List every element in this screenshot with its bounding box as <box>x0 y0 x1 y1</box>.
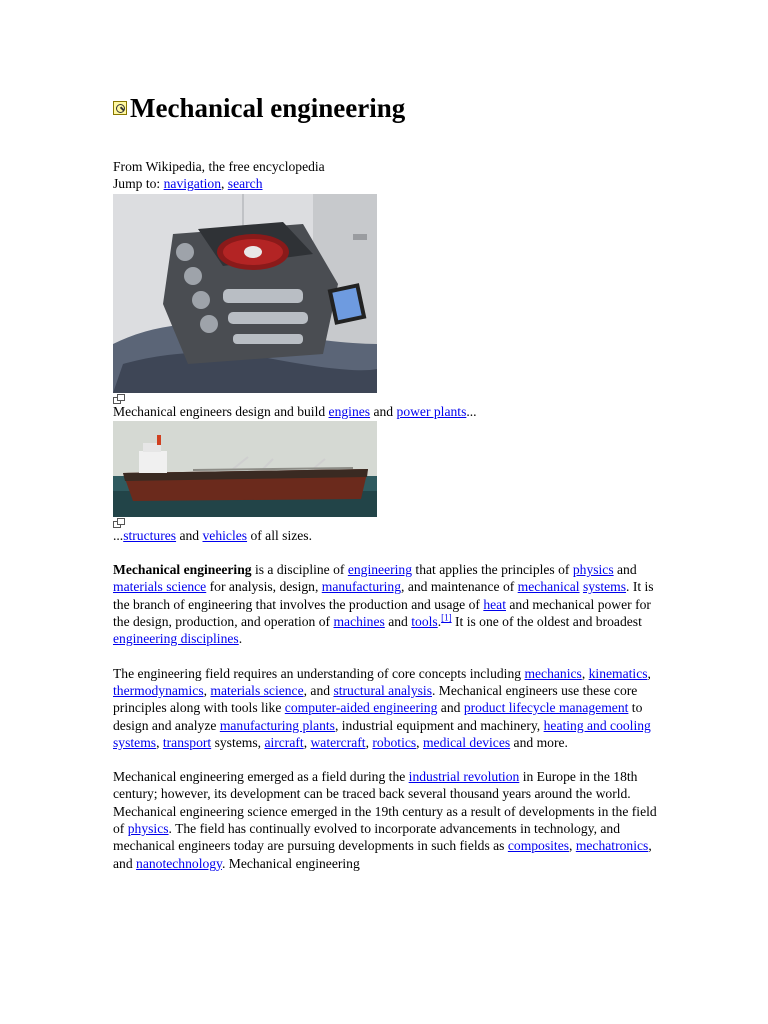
mechatronics-link[interactable]: mechatronics <box>575 838 649 854</box>
wikipedia-page-icon <box>113 101 127 115</box>
aircraft-link[interactable]: aircraft <box>264 734 304 750</box>
materials-science-link[interactable]: materials science <box>113 579 207 595</box>
nanotechnology-link[interactable]: nanotechnology <box>136 855 222 871</box>
reference-link[interactable]: [1] <box>441 612 452 623</box>
ship-caption: ...structures and vehicles of all sizes. <box>113 527 312 543</box>
watercraft-link[interactable]: watercraft <box>310 734 366 750</box>
robotics-link[interactable]: robotics <box>372 734 417 750</box>
vehicles-link[interactable]: vehicles <box>202 527 248 543</box>
navigation-link[interactable]: navigation <box>163 176 221 192</box>
physics-link[interactable]: physics <box>127 821 169 837</box>
paragraph-intro: Mechanical engineering is a discipline of engineering that applies the principles of physics and materials science for analysis, design, manufacturing, and maintenance of mechanical systems. It is the branch of engineering that involves the production and usage of heat and mechanical power for the design, production, and operation of machines and tools.[1] It is one of the oldest and broadest engineering disciplines. <box>113 562 654 647</box>
mechanics-link[interactable]: mechanics <box>524 665 582 681</box>
engine-illustration <box>113 194 377 393</box>
transport-link[interactable]: transport <box>162 734 212 750</box>
thermodynamics-link[interactable]: thermodynamics <box>113 682 204 698</box>
physics-link[interactable]: physics <box>572 562 614 578</box>
tagline: From Wikipedia, the free encyclopedia <box>113 159 325 174</box>
mechanical-link[interactable]: mechanical <box>517 579 580 595</box>
materials-science-link[interactable]: materials science <box>210 682 304 698</box>
ship-image[interactable] <box>113 421 377 517</box>
paragraph-history: Mechanical engineering emerged as a field during the industrial revolution in Europe in the 18th century; however, its development can be traced back several thousand years around the world. Mechanical engineering science emerged in the 19th century as a result of developments in the field of physics. The field has continually evolved to incorporate advancements in technology, and mechanical engineers today are pursuing developments in such fields as composites, mechatronics, and nanotechnology. Mechanical engineering <box>113 769 657 871</box>
ship-illustration <box>113 421 377 517</box>
product-lifecycle-management-link[interactable]: product lifecycle management <box>463 700 629 716</box>
heating-and-cooling-systems-link[interactable]: heating and cooling systems <box>113 717 651 750</box>
engine-image[interactable] <box>113 194 377 393</box>
paragraph-concepts: The engineering field requires an understanding of core concepts including mechanics, kinematics, thermodynamics, materials science, and structural analysis. Mechanical engineers use these core principles along with tools like computer-aided engineering and product lifecycle management to design and analyze manufacturing plants, industrial equipment and machinery, heating and cooling systems, transport systems, aircraft, watercraft, robotics, medical devices and more. <box>113 665 651 750</box>
manufacturing-link[interactable]: manufacturing <box>321 579 402 595</box>
tools-link[interactable]: tools <box>411 614 438 630</box>
jump-links: Jump to: navigation, search <box>113 176 263 192</box>
jump-label: Jump to: <box>113 176 164 192</box>
engine-caption: Mechanical engineers design and build engines and power plants... <box>113 403 477 419</box>
engines-link[interactable]: engines <box>328 403 371 419</box>
kinematics-link[interactable]: kinematics <box>588 665 648 681</box>
medical-devices-link[interactable]: medical devices <box>422 734 511 750</box>
manufacturing-plants-link[interactable]: manufacturing plants <box>219 717 335 733</box>
magnify-icon[interactable] <box>113 394 124 403</box>
article <box>113 88 658 889</box>
industrial-revolution-link[interactable]: industrial revolution <box>408 769 520 785</box>
computer-aided-engineering-link[interactable]: computer-aided engineering <box>284 700 438 716</box>
machines-link[interactable]: machines <box>333 614 385 630</box>
structural-analysis-link[interactable]: structural analysis <box>333 682 432 698</box>
structures-link[interactable]: structures <box>123 527 177 543</box>
search-link[interactable]: search <box>227 176 263 192</box>
engineering-link[interactable]: engineering <box>347 562 413 578</box>
heat-link[interactable]: heat <box>483 596 506 612</box>
engineering-disciplines-link[interactable]: engineering disciplines <box>113 631 239 647</box>
systems-link[interactable]: systems <box>582 579 627 595</box>
page-title <box>113 88 658 128</box>
power-plants-link[interactable]: power plants <box>396 403 467 419</box>
page-title-text: Mechanical engineering <box>130 93 406 123</box>
magnify-icon[interactable] <box>113 518 124 527</box>
composites-link[interactable]: composites <box>507 838 570 854</box>
